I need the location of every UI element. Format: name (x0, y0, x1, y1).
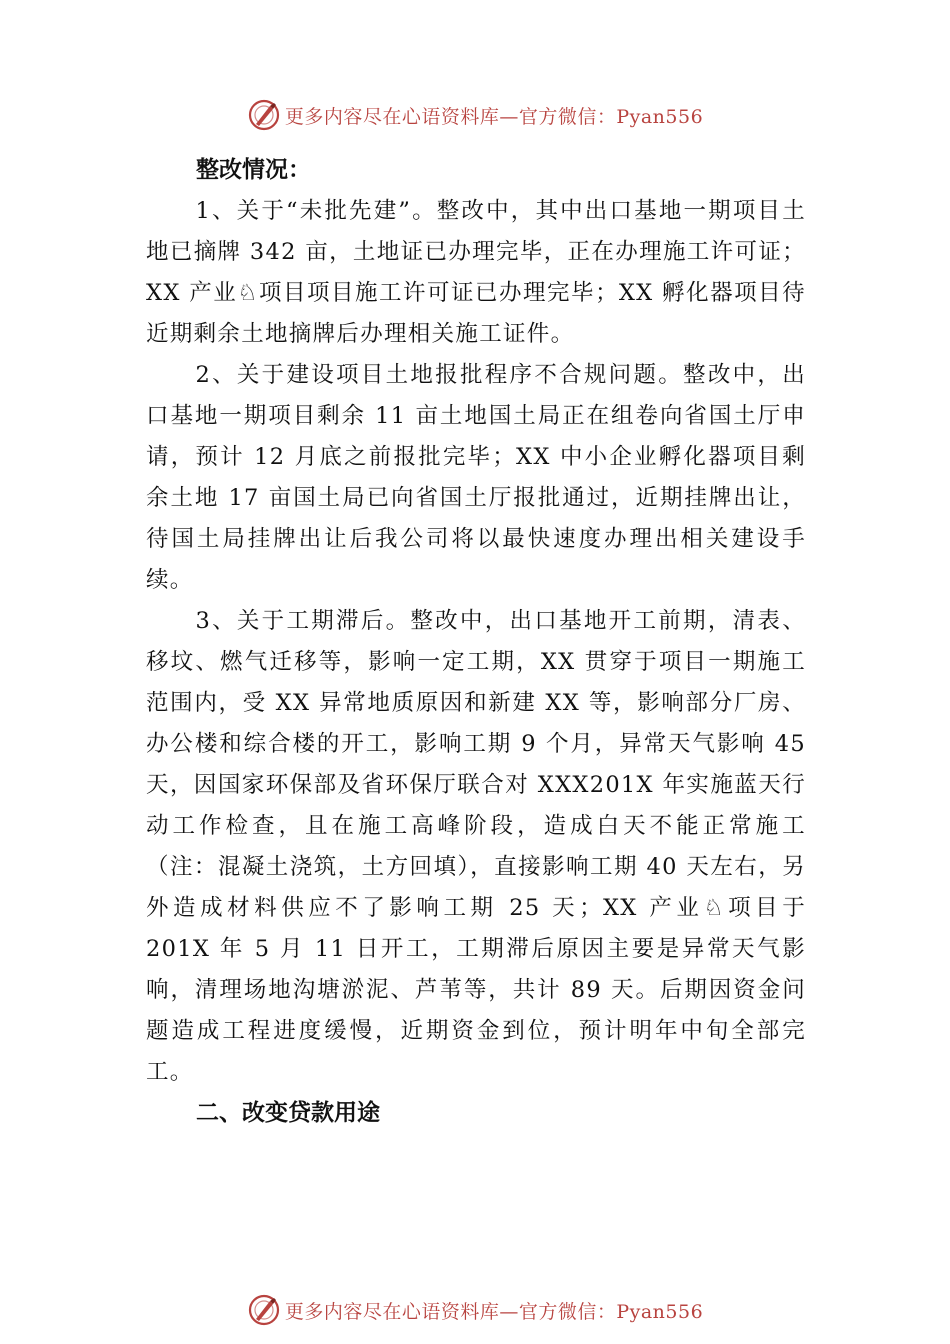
paragraph-2: 2、关于建设项目土地报批程序不合规问题。整改中，出口基地一期项目剩余 11 亩土地国土局正在组卷向省国土厅申请，预计 12 月底之前报批完毕；XX 中小企业孵化器项目剩余土地 17 亩国土局已向省国土厅报批通过，近期挂牌出让，待国土局挂牌出让后我公司将以最快速度办理出相关建设手续。 (146, 362, 806, 593)
pen-logo-icon (247, 1293, 281, 1327)
watermark-footer (0, 1288, 950, 1332)
paragraph-1: 1、关于“未批先建”。整改中，其中出口基地一期项目土地已摘牌 342 亩，土地证已办理完毕，正在办理施工许可证；XX 产业♘项目项目施工许可证已办理完毕；XX 孵化器项目待近期剩余土地摘牌后办理相关施工证件。 (146, 198, 806, 347)
watermark-text: 更多内容尽在心语资料库—官方微信：Pyan556 (284, 1300, 704, 1323)
watermark-header (0, 93, 950, 137)
section-heading-rectification: 整改情况： (196, 157, 311, 183)
paragraph-3: 3、关于工期滞后。整改中，出口基地开工前期，清表、移坟、燃气迁移等，影响一定工期，XX 贯穿于项目一期施工范围内，受 XX 异常地质原因和新建 XX 等，影响部分厂房、办公楼和综合楼的开工，影响工期 9 个月，异常天气影响 45 天，因国家环保部及省环保厅联合对 XXX201X 年实施蓝天行动工作检查，且在施工高峰阶段，造成白天不能正常施工（注：混凝土浇筑，土方回填），直接影响工期 40 天左右，另外造成材料供应不了影响工期 25 天；XX 产业♘项目于 201X 年 5 月 11 日开工，工期滞后原因主要是异常天气影响，清理场地沟塘淤泥、芦苇等，共计 89 天。后期因资金问题造成工程进度缓慢，近期资金到位，预计明年中旬全部完工。 (146, 608, 806, 1085)
section-heading-loan-purpose: 二、改变贷款用途 (196, 1100, 380, 1126)
document-body (146, 150, 806, 1134)
watermark-text: 更多内容尽在心语资料库—官方微信：Pyan556 (284, 105, 704, 128)
pen-logo-icon (247, 98, 281, 132)
